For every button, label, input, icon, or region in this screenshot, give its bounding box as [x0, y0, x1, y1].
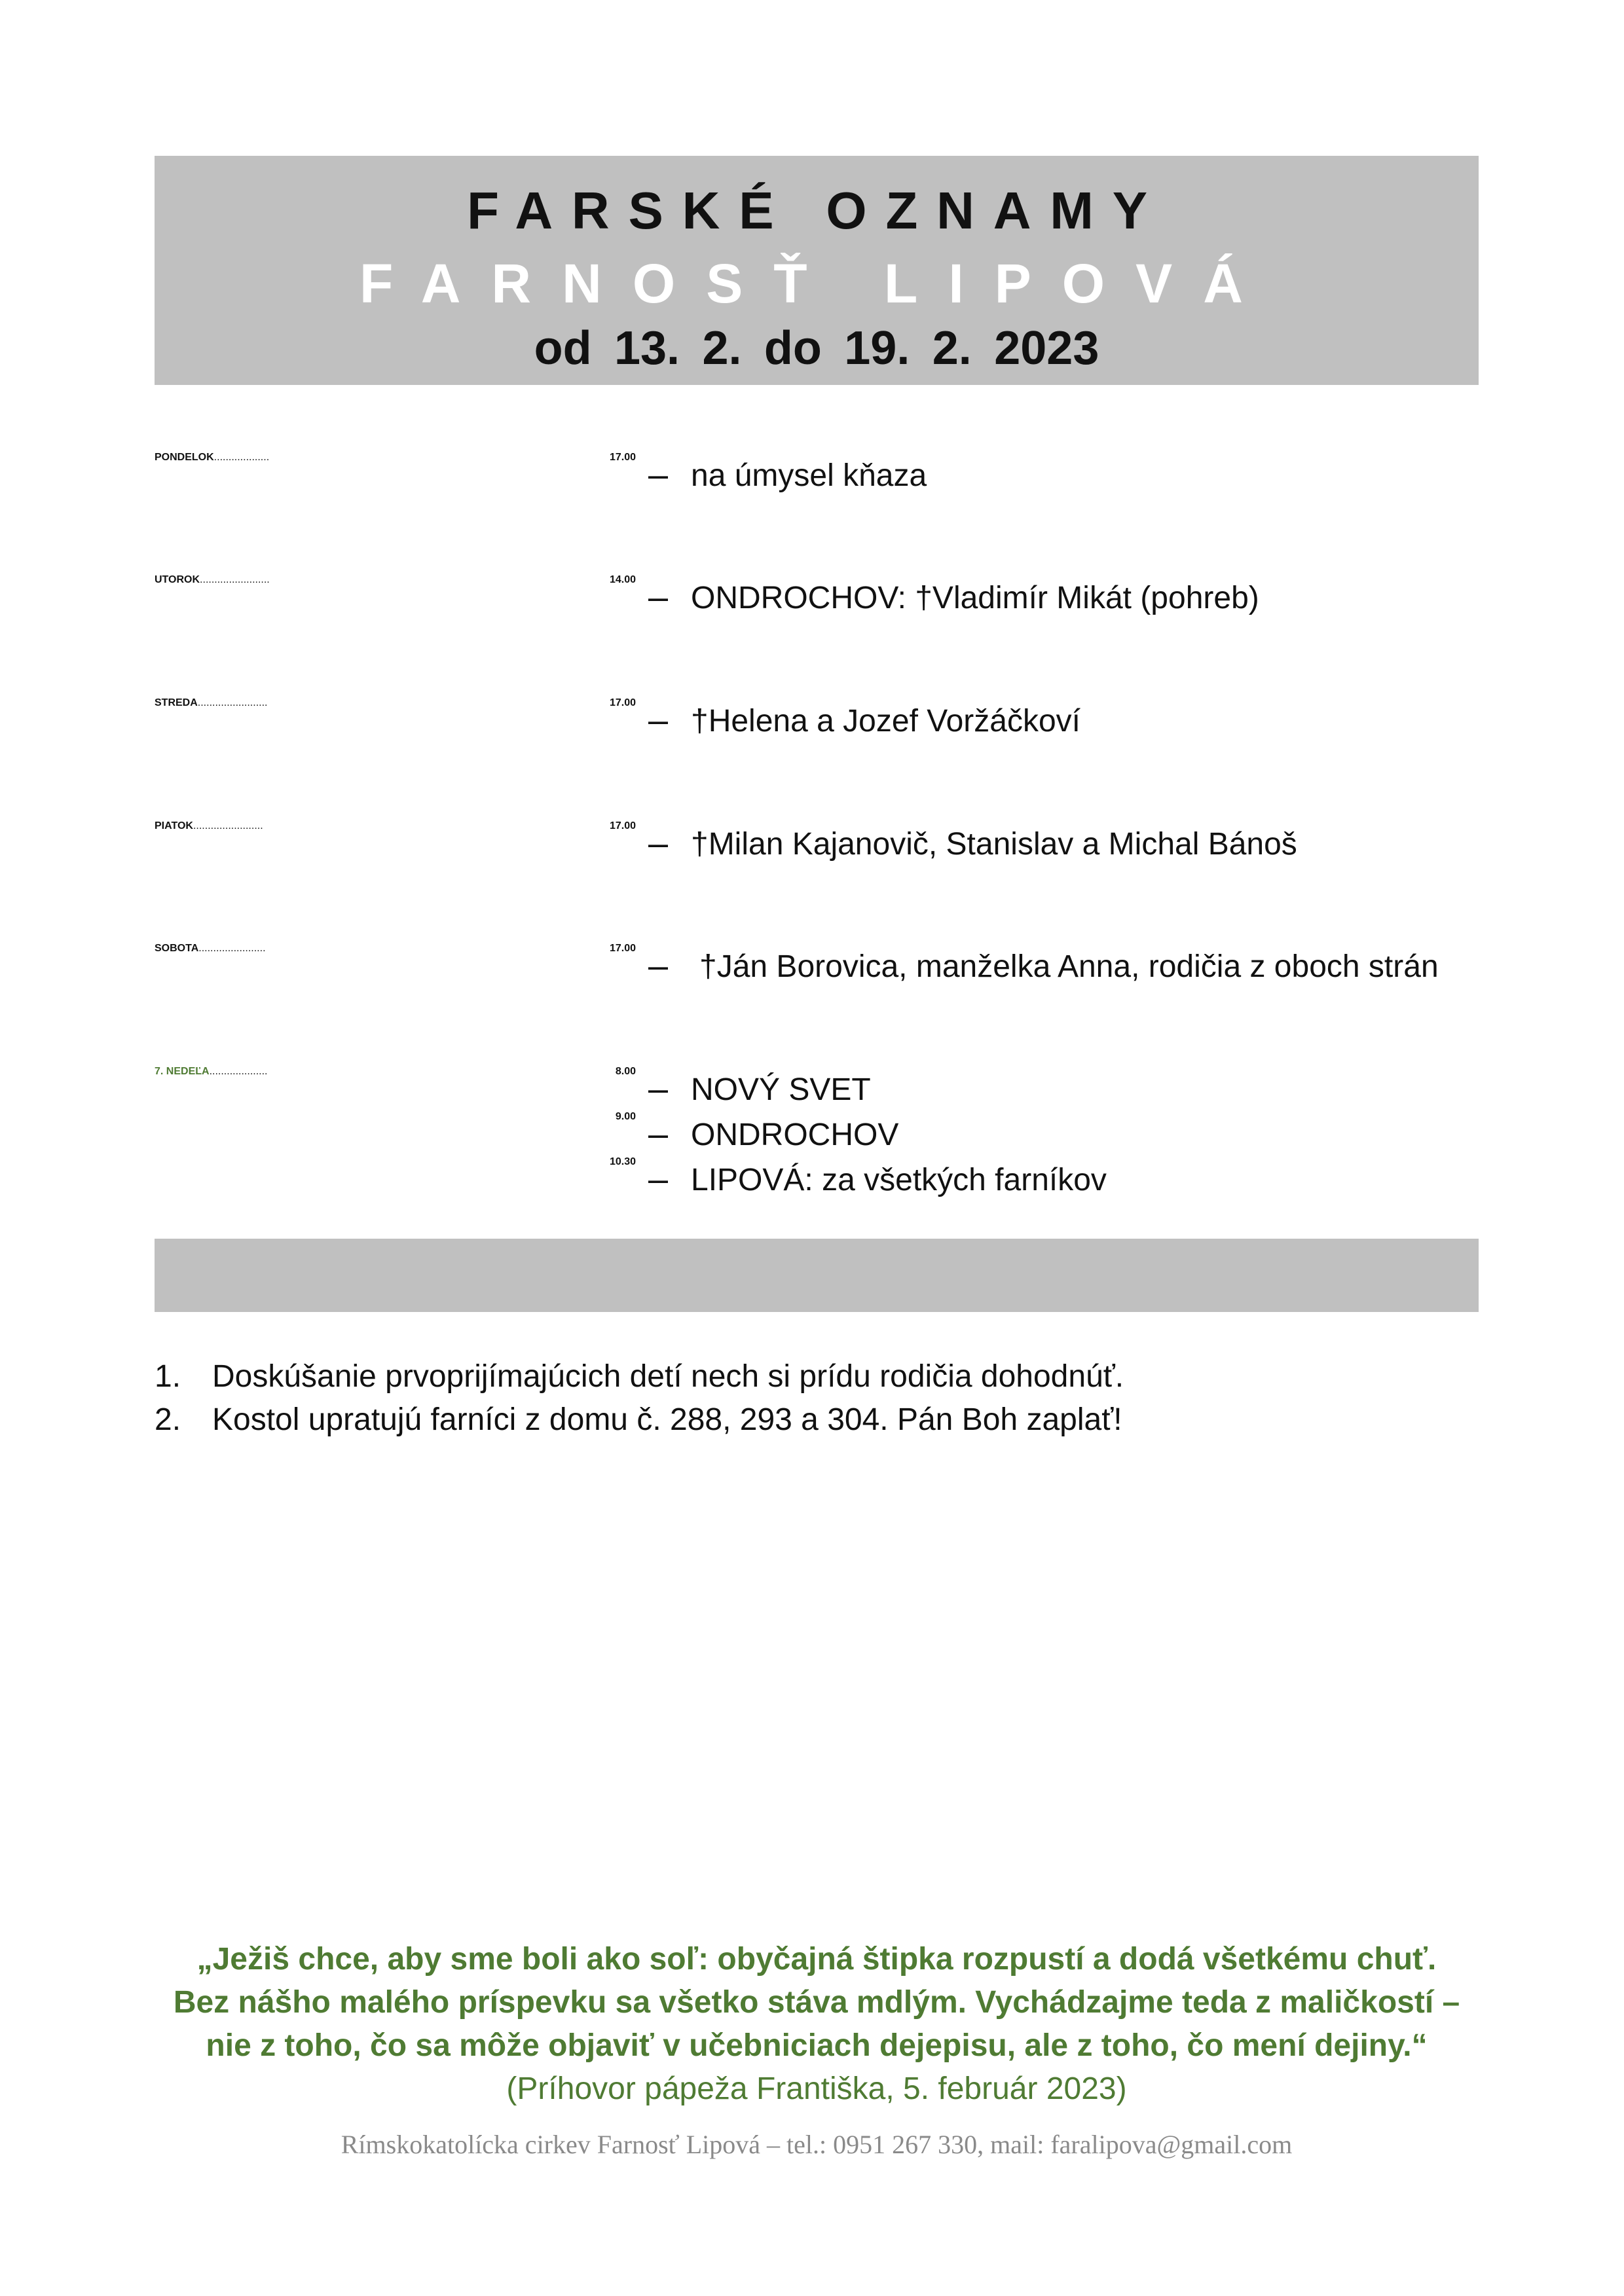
header-banner [155, 156, 1479, 385]
separator-dash: – [648, 455, 669, 494]
separator-dash: – [648, 701, 669, 740]
quote-source: (Príhovor pápeža Františka, 5. február 2023) [506, 2071, 1127, 2106]
dot-leader: ........................ [197, 697, 268, 708]
day-label: STREDA [155, 697, 198, 708]
quote-block [155, 1938, 1479, 2111]
mass-intention: NOVÝ SVET [691, 1072, 871, 1107]
quote-line: Bez nášho malého príspevku sa všetko stáva mdlým. Vychádzajme teda z maličkostí – [173, 1985, 1460, 2020]
section-divider-bar [155, 1239, 1479, 1312]
dot-leader: .................... [209, 1066, 268, 1077]
mass-time: 17.00 [609, 820, 636, 831]
announcement-list [155, 1355, 1464, 1442]
list-item [155, 1355, 1464, 1398]
mass-intention: ONDROCHOV: †Vladimír Mikát (pohreb) [691, 581, 1259, 615]
list-item [155, 1398, 1464, 1442]
mass-time: 8.00 [615, 1066, 636, 1077]
item-text: Doskúšanie prvoprijímajúcich detí nech si prídu rodičia dohodnúť. [212, 1359, 1124, 1394]
mass-intention: ONDROCHOV [691, 1118, 899, 1152]
mass-intention: na úmysel kňaza [691, 458, 927, 493]
day-label: 7. NEDEĽA [155, 1066, 210, 1077]
day-label: UTOROK [155, 574, 200, 585]
day-label: PONDELOK [155, 452, 214, 463]
day-label: SOBOTA [155, 943, 199, 954]
quote-line: nie z toho, čo sa môže objaviť v učebniciach dejepisu, ale z toho, čo mení dejiny.“ [206, 2028, 1428, 2063]
mass-time: 17.00 [609, 943, 636, 954]
day-label: PIATOK [155, 820, 193, 831]
separator-dash: – [648, 577, 669, 617]
mass-intention: †Milan Kajanovič, Stanislav a Michal Bánoš [691, 827, 1297, 862]
separator-dash: – [648, 1069, 669, 1108]
separator-dash: – [648, 946, 669, 985]
mass-time: 14.00 [609, 574, 636, 585]
date-range: od 13. 2. do 19. 2. 2023 [534, 322, 1099, 374]
dot-leader: ........................ [200, 574, 270, 585]
dot-leader: ....................... [198, 943, 266, 954]
quote-line: „Ježiš chce, aby sme boli ako soľ: obyčajná štipka rozpustí a dodá všetkému chuť. [196, 1942, 1437, 1977]
page-title: FARSKÉ OZNAMY [467, 181, 1166, 240]
separator-dash: – [648, 1159, 669, 1199]
mass-time: 10.30 [609, 1156, 636, 1167]
parish-name: FARNOSŤ LIPOVÁ [360, 253, 1274, 314]
item-text: Kostol upratujú farníci z domu č. 288, 293 a 304. Pán Boh zaplať! [212, 1402, 1122, 1437]
mass-time: 17.00 [609, 697, 636, 708]
mass-intention: †Ján Borovica, manželka Anna, rodičia z oboch strán [699, 949, 1439, 984]
item-number: 1. [155, 1359, 181, 1394]
mass-intention: LIPOVÁ: za všetkých farníkov [691, 1163, 1107, 1197]
footer-contact: Rímskokatolícka cirkev Farnosť Lipová – tel.: 0951 267 330, mail: faralipova@gmail.com [341, 2130, 1293, 2159]
item-number: 2. [155, 1402, 181, 1437]
separator-dash: – [648, 824, 669, 863]
separator-dash: – [648, 1114, 669, 1154]
mass-time: 17.00 [609, 452, 636, 463]
mass-time: 9.00 [615, 1111, 636, 1122]
mass-intention: †Helena a Jozef Voržáčkoví [691, 704, 1081, 738]
dot-leader: ........................ [193, 820, 263, 831]
dot-leader: ................... [213, 452, 270, 463]
